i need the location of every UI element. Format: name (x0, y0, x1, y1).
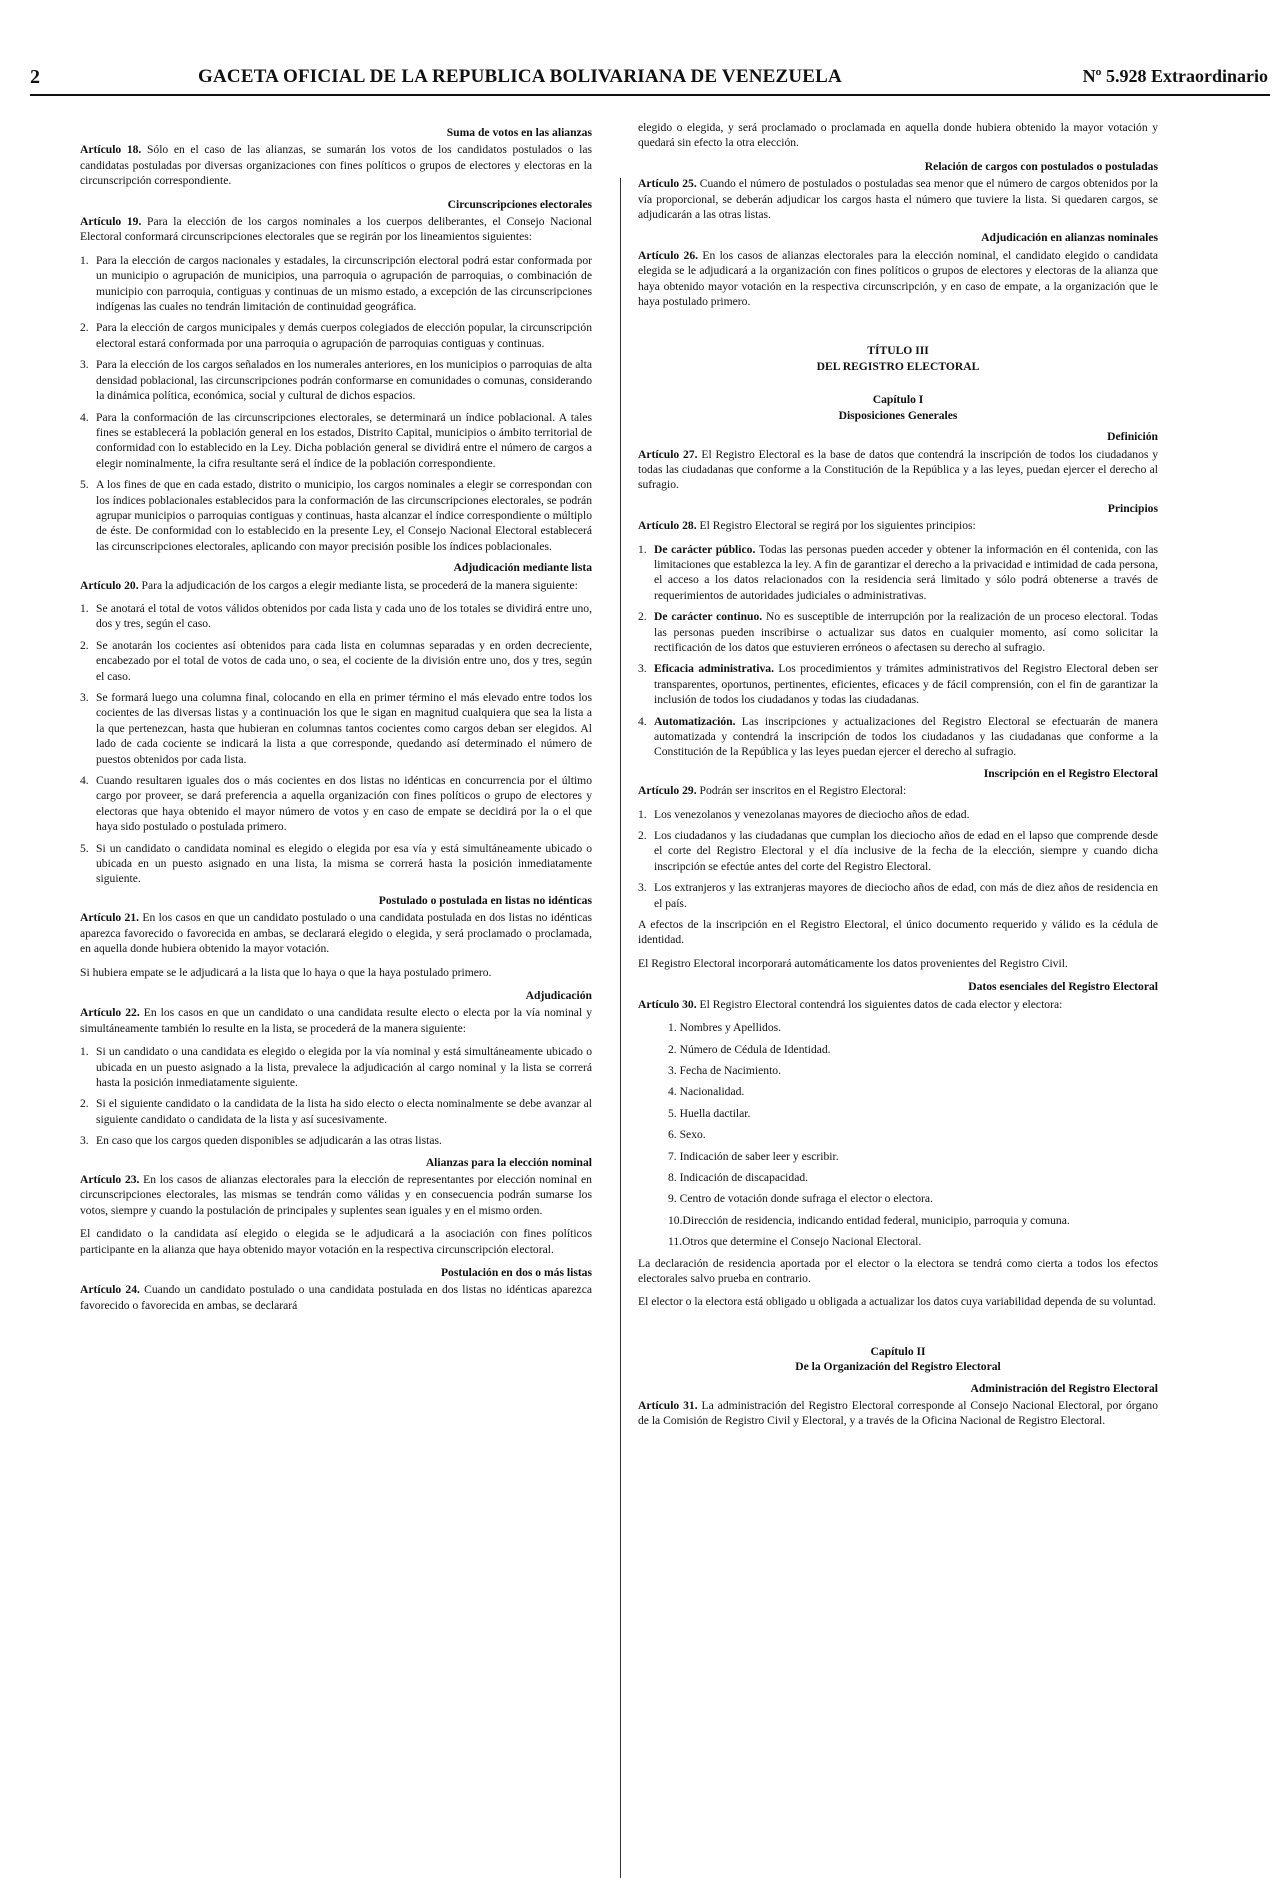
chapter-number: Capítulo I (872, 393, 924, 407)
item-text: Si un candidato o candidata nominal es elegido o elegida por esa vía y está simultáneamente ubicado o ubicada en un puesto asignado en una lista, la misma se correrá hasta la posición inmediatamente siguiente. (96, 841, 592, 886)
item-number: 2. (638, 610, 647, 624)
list-item (638, 807, 1158, 822)
item-number: 2. (80, 638, 89, 652)
article-text: Para la adjudicación de los cargos a elegir mediante lista, se procederá de la manera siguiente: (138, 578, 578, 592)
item-text: Los procedimientos y trámites administrativos del Registro Electoral deben ser transparentes, oportunos, pertinentes, eficientes, eficaces y de fácil comprensión, con el fin de garantizar la inclusión de todos los ciudadanos y todas las ciudadanas. (654, 662, 1158, 707)
list-item: 5. Huella dactilar. (668, 1106, 751, 1120)
article-label: Artículo 24. (80, 1283, 140, 1297)
article-20-list (80, 601, 592, 887)
article-text: En los casos de alianzas electorales para la elección nominal, el candidato elegido o candidata elegida se le adjudicará a la organización con fines políticos o grupos de electores y electoras de la alianza que haya obtenido mayor votación en la respectiva circunscripción, y en caso de empate, a la organización que le haya postulado primero. (638, 248, 1158, 309)
article-label: Artículo 21. (80, 911, 140, 925)
article-23 (80, 1172, 592, 1218)
item-text: Para la elección de cargos municipales y demás cuerpos colegiados de elección popular, la circunscripción electoral estará conformada por una parroquia o agrupación de parroquias contiguas y continuas. (96, 321, 592, 350)
item-number: 1. (638, 807, 647, 821)
section-heading: Adjudicación (525, 988, 592, 1002)
article-29-paragraph: El Registro Electoral incorporará automáticamente los datos provenientes del Registro Civil. (638, 956, 1068, 970)
article-label: Artículo 26. (638, 248, 699, 262)
item-lead: De carácter público. (654, 542, 756, 556)
item-number: 1. (80, 253, 89, 267)
list-item (638, 880, 1158, 911)
article-29-list (638, 807, 1158, 911)
article-21 (80, 910, 592, 956)
article-label: Artículo 20. (80, 578, 139, 592)
article-22-list (80, 1044, 592, 1148)
list-item: 1. Nombres y Apellidos. (668, 1021, 782, 1035)
article-label: Artículo 19. (80, 215, 142, 229)
list-item (638, 542, 1158, 604)
article-text: El Registro Electoral se regirá por los siguientes principios: (696, 519, 976, 533)
article-24-continuation: elegido o elegida, y será proclamado o proclamada en aquella donde hubiera obtenido la mayor votación y quedará sin efecto la otra elección. (638, 121, 1158, 150)
chapter-block (638, 392, 1158, 423)
item-text: Se anotará el total de votos válidos obtenidos por cada lista y cada uno de los totales se dividirá entre uno, dos y tres, según el caso. (96, 601, 592, 631)
list-item (80, 773, 592, 835)
article-text: La administración del Registro Electoral corresponde al Consejo Nacional Electoral, por órgano de la Comisión de Registro Civil y Electoral, y a través de la Oficina Nacional de Registro Electoral. (638, 1399, 1158, 1428)
article-text: El Registro Electoral es la base de datos que contendrá la inscripción de todos los ciudadanos y todas las ciudadanas que conforme a la Constitución de la República y a las leyes, puedan ejercer el derecho al sufragio. (638, 447, 1159, 492)
list-item (80, 477, 592, 554)
item-text: Las inscripciones y actualizaciones del Registro Electoral se efectuarán de manera automatizada y contendrá la inscripción de todos los ciudadanos y las ciudadanas que conforme a la Constitución de la República y las leyes puedan ejercer el derecho al sufragio. (654, 714, 1158, 759)
section-heading: Postulado o postulada en listas no idénticas (378, 893, 592, 907)
article-text: En los casos de alianzas electorales para la elección de representantes por elección nominal en circunscripciones electorales, las mismas se tendrán como válidas y en consecuencia podrán sumarse los votos, siempre y cuando la postulación de principales y suplentes sean iguales y en el mismo orden. (80, 1172, 592, 1217)
item-number: 2. (80, 321, 89, 335)
item-number: 4. (80, 774, 89, 788)
item-number: 2. (638, 829, 647, 843)
article-text: Para la elección de los cargos nominales a los cuerpos deliberantes, el Consejo Nacional Electoral conformará circunscripciones electorales que se regirán por los lineamientos siguientes: (80, 215, 592, 244)
article-30-paragraph: El elector o la electora está obligado u obligada a actualizar los datos cuya variabilidad dependa de su voluntad. (638, 1295, 1156, 1309)
left-column (80, 120, 592, 1321)
list-item (638, 661, 1158, 707)
column-divider (620, 178, 621, 1878)
item-text: Los ciudadanos y las ciudadanas que cumplan los dieciocho años de edad en el lapso que comprende desde el corte del Registro Electoral y el día inclusive de la fecha de la elección, siempre y cuando dicha inscripción se efectúe antes del corte del Registro Electoral. (654, 829, 1158, 873)
list-item (80, 601, 592, 632)
section-heading: Relación de cargos con postulados o postuladas (924, 159, 1158, 173)
list-item (80, 1133, 592, 1148)
list-item: 8. Indicación de discapacidad. (668, 1170, 809, 1184)
section-heading: Circunscripciones electorales (447, 197, 592, 211)
item-lead: Automatización. (654, 714, 736, 728)
item-text: Si un candidato o una candidata es elegido o elegida por la vía nominal y está simultáneamente ubicado o ubicada en un puesto asignado a la lista, prevalece la adjudicación al cargo nominal y la lista se correrá hasta la posición inmediatamente siguiente. (96, 1045, 592, 1089)
item-text: Todas las personas pueden acceder y obtener la información en él contenida, con las limitaciones que establezca la ley. A fin de garantizar el derecho a la privacidad e intimidad de cada persona, el acceso a los datos relacionados con la residencia será limitado y sólo podrá obtenerse a través de requerimientos de autoridades judiciales o administrativas. (654, 542, 1158, 602)
item-number: 3. (80, 1134, 89, 1148)
list-item: 9. Centro de votación donde sufraga el elector o electora. (668, 1192, 933, 1206)
item-number: 3. (80, 691, 89, 704)
article-text: El Registro Electoral contendrá los siguientes datos de cada elector y electora: (696, 997, 1063, 1011)
list-item (80, 357, 592, 403)
section-heading: Principios (1107, 501, 1158, 515)
item-number: 1. (80, 1045, 89, 1059)
article-31 (638, 1398, 1158, 1429)
item-text: Los venezolanos y venezolanas mayores de dieciocho años de edad. (654, 807, 970, 821)
section-heading: Suma de votos en las alianzas (446, 126, 592, 139)
text-columns (80, 120, 1270, 1840)
article-18 (80, 142, 592, 188)
article-label: Artículo 31. (638, 1399, 698, 1412)
item-number: 3. (80, 358, 89, 372)
article-28-list (638, 542, 1158, 760)
item-text: Cuando resultaren iguales dos o más cocientes en dos listas no idénticas en concurrencia por el último cargo por proveer, se dará preferencia a aquella organización con fines políticos o grupo de electores y electoras que haya obtenido el mayor número de votos y en caso de empate se decidirá por la o el que haya sido postulado o postulada primero. (96, 774, 592, 834)
item-text: Para la elección de cargos nacionales y estadales, la circunscripción electoral podrá estar conformada por un municipio o agrupación de municipios, una parroquia o agrupación de parroquias, o combinación de municipio con parroquia, contiguas y continuas de un mismo estado, a excepción de las circunscripciones indígenas las cuales no tendrán limitación de continuidad geográfica. (96, 253, 592, 314)
item-number: 3. (638, 662, 647, 676)
article-29-paragraph: A efectos de la inscripción en el Registro Electoral, el único documento requerido y válido es la cédula de identidad. (638, 918, 1158, 947)
edition-number: Nº 5.928 Extraordinario (1082, 66, 1268, 86)
article-label: Artículo 27. (638, 447, 698, 461)
gazette-page (30, 58, 1270, 1428)
article-label: Artículo 29. (638, 784, 697, 798)
article-text: En los casos en que un candidato postulado o una candidata postulada en dos listas no idénticas aparezca favorecido o favorecida en ambas, se declarará elegido o elegida, y será proclamado o proclamada, en aquella donde hubiera obtenido la mayor votación. (80, 911, 592, 956)
article-25 (638, 176, 1158, 222)
section-heading: Postulación en dos o más listas (440, 1266, 592, 1279)
list-item (638, 714, 1158, 760)
article-24 (80, 1282, 592, 1313)
article-19 (80, 214, 592, 245)
item-text: Para la elección de los cargos señalados en los numerales anteriores, en los municipios o parroquias de alta densidad poblacional, las circunscripciones podrán conformarse en comunidades o comunas, considerando la dinámica política, económica, social y cultural de dichos espacios. (96, 358, 592, 403)
item-number: 1. (80, 601, 89, 615)
list-item (80, 410, 592, 472)
article-29 (638, 783, 1158, 798)
item-number: 2. (80, 1097, 89, 1111)
section-heading: Adjudicación en alianzas nominales (981, 231, 1158, 245)
article-27 (638, 447, 1158, 493)
list-item: 11.Otros que determine el Consejo Nacional Electoral. (668, 1235, 922, 1249)
item-text: Los extranjeros y las extranjeras mayores de dieciocho años de edad, con más de diez años de residencia en el país. (654, 881, 1158, 910)
article-text: Sólo en el caso de las alianzas, se sumarán los votos de los candidatos postulados o las candidatas postuladas por diversas organizaciones con fines políticos o grupos de electores y electoras en la circunscripción correspondiente. (80, 143, 592, 188)
section-heading: Datos esenciales del Registro Electoral (968, 980, 1158, 994)
chapter-name: De la Organización del Registro Electoral (795, 1360, 1001, 1374)
list-item: 2. Número de Cédula de Identidad. (668, 1042, 831, 1056)
list-item (80, 320, 592, 351)
article-19-list (80, 253, 592, 554)
article-label: Artículo 23. (80, 1172, 140, 1186)
article-26 (638, 248, 1158, 310)
article-label: Artículo 22. (80, 1006, 140, 1020)
article-23-paragraph: El candidato o la candidata así elegido o elegida se le adjudicará a la asociación con fines políticos participante en la alianza que haya obtenido mayor votación en la respectiva circunscripción electoral. (80, 1227, 592, 1256)
item-text: Se formará luego una columna final, colocando en ella en primer término el más elevado entre todos los cocientes de las diversas listas y a continuación los que le sigan en magnitud cualquiera que sea la lista a la que pertenezcan, hasta que hubieran en columnas tantos cocientes como cargos deban ser elegidos. Al lado de cada cociente se indicará la lista a que corresponde, quedando así determinado el número de puestos obtenidos por cada lista. (96, 691, 592, 766)
list-item (80, 841, 592, 887)
section-heading: Administración del Registro Electoral (970, 1381, 1158, 1395)
article-label: Artículo 18. (80, 143, 142, 157)
list-item: 7. Indicación de saber leer y escribir. (668, 1149, 839, 1163)
article-28 (638, 518, 1158, 533)
item-text: No es susceptible de interrupción por la realización de un proceso electoral. Todas las personas pueden inscribirse o actualizar sus datos en cualquier momento, así como solicitar la rectificación de los datos que estuvieren erróneos o afectasen su derecho al sufragio. (654, 610, 1158, 654)
list-item (80, 638, 592, 684)
article-text: Podrán ser inscritos en el Registro Electoral: (696, 784, 907, 798)
gazette-header (30, 58, 1270, 96)
chapter-number: Capítulo II (870, 1344, 926, 1358)
title-number: TÍTULO III (867, 344, 929, 358)
gazette-title: GACETA OFICIAL DE LA REPUBLICA BOLIVARIANA DE VENEZUELA (198, 66, 842, 87)
list-item (80, 1096, 592, 1127)
chapter-block (638, 1344, 1158, 1375)
article-text: En los casos en que un candidato o una candidata resulte electo o electa por la vía nominal y simultáneamente también lo resulte en la lista, se procederá de la manera siguiente: (80, 1006, 592, 1035)
item-text: En caso que los cargos queden disponibles se adjudicarán a las otras listas. (96, 1134, 442, 1148)
item-text: A los fines de que en cada estado, distrito o municipio, los cargos nominales a elegir se correspondan con los índices poblacionales establecidos para la conformación de las circunscripciones electorales, se podrán agrupar municipios o parroquias contiguas y continuas, hasta alcanzar el índice correspondiente o múltiplo de éste. De conformidad con lo establecido en la presente Ley, el Consejo Nacional Electoral establecerá las circunscripciones electorales, aplicando con mayor precisión posible los índices poblacionales. (96, 478, 592, 553)
section-heading: Inscripción en el Registro Electoral (983, 766, 1158, 780)
article-22 (80, 1005, 592, 1036)
title-name: DEL REGISTRO ELECTORAL (816, 359, 980, 373)
item-number: 1. (638, 542, 647, 556)
item-number: 3. (638, 881, 647, 895)
article-30-list (638, 1020, 1158, 1249)
item-number: 4. (638, 714, 647, 728)
item-number: 5. (80, 478, 89, 492)
item-lead: Eficacia administrativa. (654, 662, 775, 676)
page-number: 2 (30, 66, 40, 88)
list-item: 4. Nacionalidad. (668, 1085, 745, 1099)
chapter-name: Disposiciones Generales (838, 408, 958, 422)
section-heading: Adjudicación mediante lista (453, 561, 592, 575)
title-block (638, 343, 1158, 374)
article-30 (638, 997, 1158, 1012)
right-column (638, 120, 1158, 1437)
list-item: 6. Sexo. (668, 1128, 706, 1142)
list-item (80, 690, 592, 767)
article-30-paragraph: La declaración de residencia aportada por el elector o la electora se tendrá como cierta a todos los efectos electorales salvo prueba en contrario. (638, 1256, 1158, 1285)
item-lead: De carácter continuo. (654, 610, 763, 624)
article-label: Artículo 25. (638, 177, 697, 191)
item-text: Si el siguiente candidato o la candidata de la lista ha sido electo o electa nominalmente se debe avanzar al siguiente candidato o candidata de la lista y así sucesivamente. (96, 1097, 592, 1126)
list-item (80, 1044, 592, 1090)
item-number: 4. (80, 410, 89, 424)
article-label: Artículo 30. (638, 997, 697, 1011)
list-item: 10.Dirección de residencia, indicando entidad federal, municipio, parroquia y comuna. (668, 1213, 1070, 1227)
list-item: 3. Fecha de Nacimiento. (668, 1063, 781, 1077)
article-21-paragraph: Si hubiera empate se le adjudicará a la lista que lo haya o que la haya postulado primero. (80, 965, 492, 979)
section-heading: Definición (1107, 430, 1158, 444)
item-text: Se anotarán los cocientes así obtenidos para cada lista en columnas separadas y en orden decreciente, encabezado por el total de votos de cada uno, o sea, el cociente de la división entre uno, dos y tres, según el caso. (96, 638, 592, 683)
item-number: 5. (80, 841, 89, 855)
article-text: Cuando un candidato postulado o una candidata postulada en dos listas no idénticas aparezca favorecido o favorecida en ambas, se declarará (80, 1283, 592, 1312)
article-label: Artículo 28. (638, 519, 697, 533)
article-text: Cuando el número de postulados o postuladas sea menor que el número de cargos obtenidos por la vía proporcional, se deberán adjudicar los cargos hasta el número que tuviere la lista. Si quedaren cargos, se adjudicarán a las otras listas. (638, 177, 1158, 222)
item-text: Para la conformación de las circunscripciones electorales, se determinará un índice poblacional. A tales fines se establecerá la población general en los estados, Distrito Capital, municipios o ámbito territorial de conformidad con lo establecido en la Ley. Dicha población general se dividirá entre el número de cargos a elegir nominalmente, la cifra resultante será el índice de la población correspondiente. (96, 410, 592, 470)
section-heading: Alianzas para la elección nominal (425, 1155, 592, 1169)
list-item (638, 609, 1158, 655)
list-item (80, 253, 592, 315)
list-item (638, 828, 1158, 874)
article-20 (80, 578, 592, 593)
